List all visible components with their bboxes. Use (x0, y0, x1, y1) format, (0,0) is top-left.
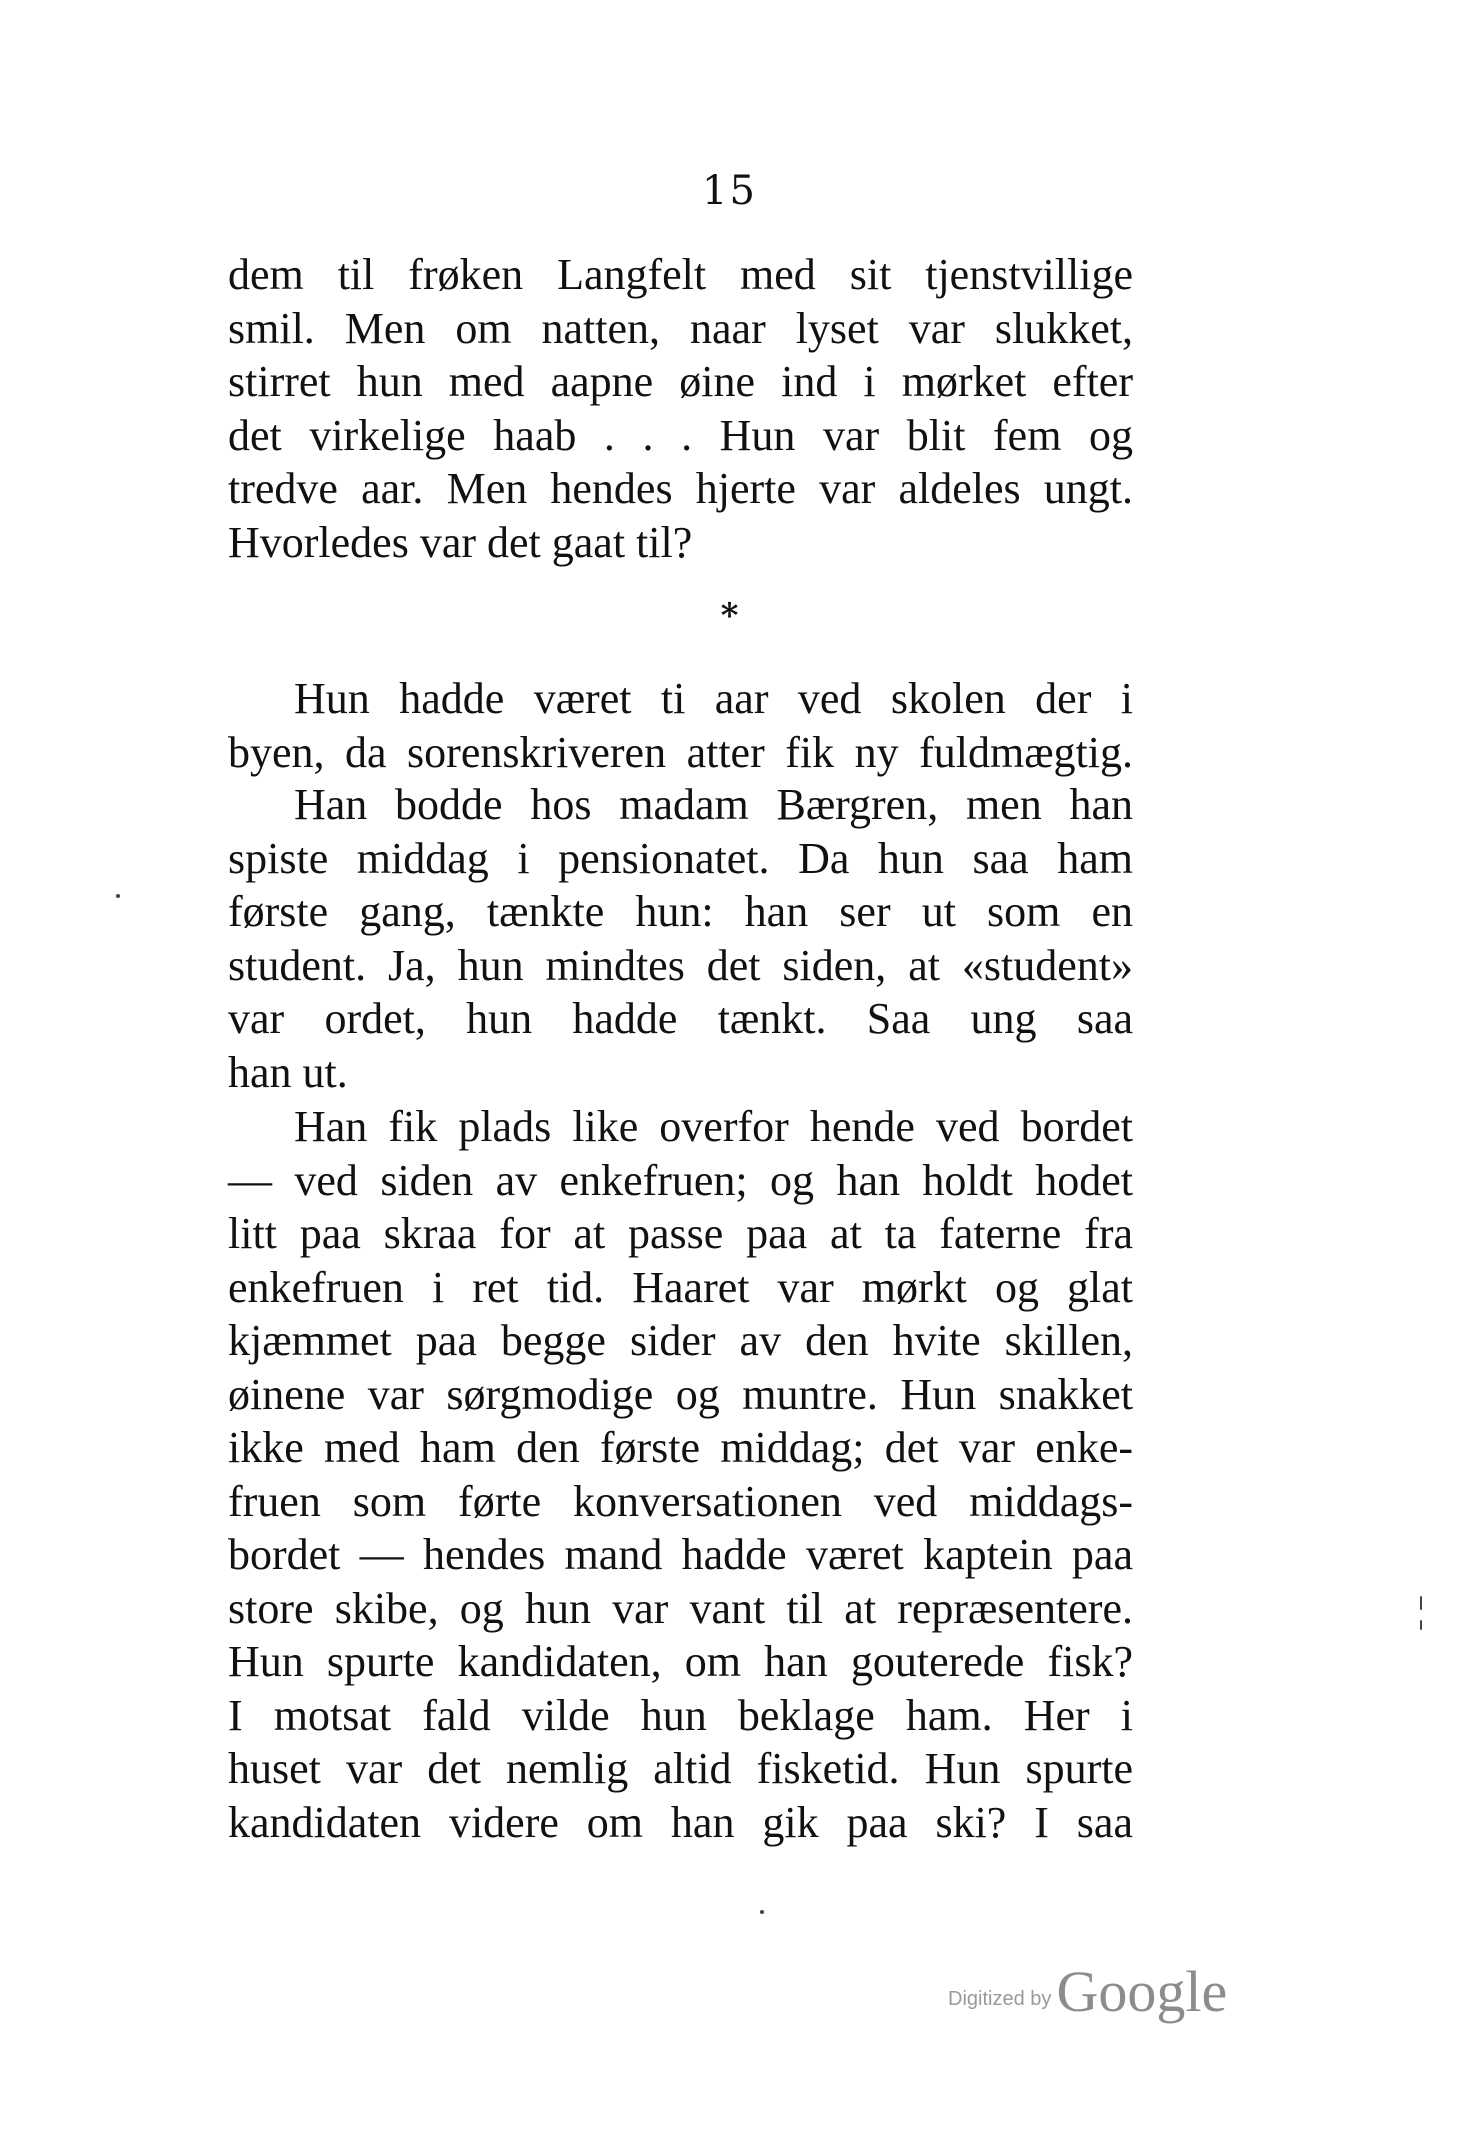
text-line: kjæmmet paa begge sider av den hvite skillen, (228, 1316, 1133, 1365)
text-line: det virkelige haab . . . Hun var blit fem og (228, 410, 1133, 460)
text-line: huset var det nemlig altid fisketid. Hun spurte (228, 1744, 1133, 1793)
scan-speck (1420, 1620, 1422, 1630)
text-line: Hun spurte kandidaten, om han gouterede fisk? (228, 1637, 1133, 1686)
text-line: smil. Men om natten, naar lyset var slukket, (228, 303, 1133, 353)
page-number: 15 (702, 168, 757, 214)
text-line: spiste middag i pensionatet. Da hun saa ham (228, 833, 1133, 883)
text-line: enkefruen i ret tid. Haaret var mørkt og glat (228, 1262, 1133, 1312)
text-line: første gang, tænkte hun: han ser ut som en (228, 887, 1133, 936)
digitized-label: Digitized by (948, 1988, 1052, 2010)
text-line: Han fik plads like overfor hende ved bordet (294, 1102, 1133, 1151)
text-line: byen, da sorenskriveren atter fik ny fuldmægtig. (228, 727, 1133, 777)
scan-speck (1420, 1596, 1422, 1610)
scan-speck (116, 894, 120, 898)
text-line: I motsat fald vilde hun beklage ham. Her i (228, 1690, 1133, 1740)
paragraph-3 (228, 778, 1133, 1099)
text-line: dem til frøken Langfelt med sit tjenstvillige (228, 250, 1133, 299)
paragraph-4 (228, 1100, 1133, 1849)
text-line: tredve aar. Men hendes hjerte var aldeles ungt. (228, 464, 1133, 513)
text-line: stirret hun med aapne øine ind i mørket efter (228, 357, 1133, 406)
text-line: Hun hadde været ti aar ved skolen der i (294, 674, 1133, 723)
text-line: ikke med ham den første middag; det var enke- (228, 1423, 1133, 1472)
scan-speck (760, 1910, 764, 1914)
text-line: kandidaten videre om han gik paa ski? I saa (228, 1797, 1133, 1847)
text-line: han ut. (228, 1047, 348, 1097)
text-line: Hvorledes var det gaat til? (228, 517, 693, 567)
text-line: student. Ja, hun mindtes det siden, at «student» (228, 940, 1133, 990)
paragraph-2 (228, 672, 1133, 779)
text-line: — ved siden av enkefruen; og han holdt hodet (228, 1155, 1133, 1205)
text-line: Han bodde hos madam Bærgren, men han (294, 780, 1133, 829)
text-line: store skibe, og hun var vant til at repræsentere. (228, 1583, 1133, 1633)
paragraph-1 (228, 248, 1133, 569)
text-line: litt paa skraa for at passe paa at ta faterne fra (228, 1209, 1133, 1258)
section-asterism: * (720, 596, 739, 636)
google-logo: Google (1056, 1959, 1228, 2024)
text-line: var ordet, hun hadde tænkt. Saa ung saa (228, 994, 1133, 1043)
text-line: fruen som førte konversationen ved middags- (228, 1476, 1133, 1526)
digitized-by-watermark (948, 1958, 1227, 2025)
text-line: bordet — hendes mand hadde været kaptein paa (228, 1530, 1133, 1579)
text-line: øinene var sørgmodige og muntre. Hun snakket (228, 1369, 1133, 1419)
